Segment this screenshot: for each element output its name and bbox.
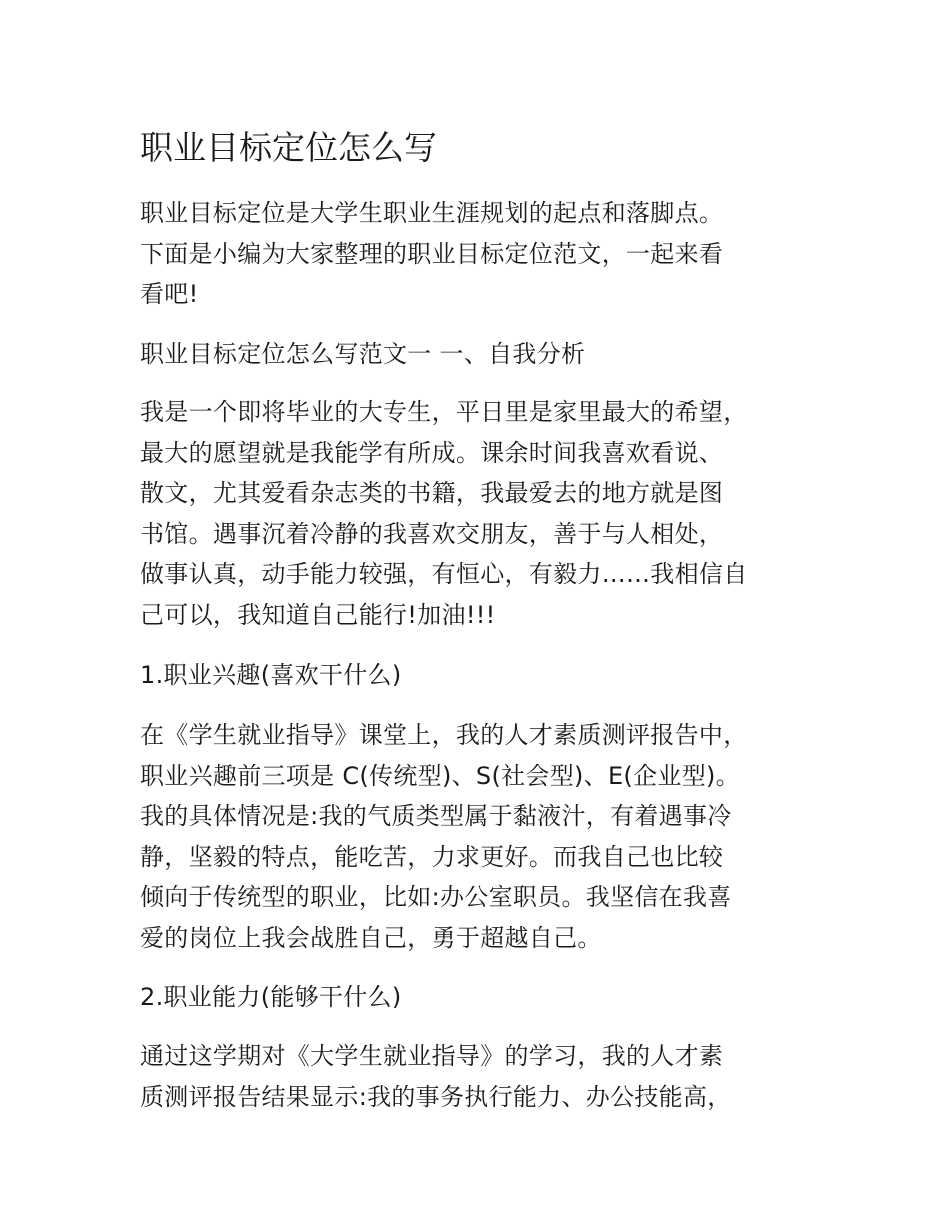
self-analysis-paragraph xyxy=(140,392,820,635)
self-analysis-line: 书馆。遇事沉着冷静的我喜欢交朋友，善于与人相处， xyxy=(140,519,724,548)
interest-paragraph xyxy=(140,715,820,958)
self-analysis-line: 散文，尤其爱看杂志类的书籍，我最爱去的地方就是图 xyxy=(140,479,724,507)
self-analysis-line: 最大的愿望就是我能学有所成。课余时间我喜欢看说、 xyxy=(140,438,724,467)
self-analysis-line: 做事认真，动手能力较强，有恒心，有毅力……我相信自 xyxy=(140,560,748,588)
interest-line: 我的具体情况是:我的气质类型属于黏液汁，有着遇事冷 xyxy=(140,802,732,830)
interest-line: 静，坚毅的特点，能吃苦，力求更好。而我自己也比较 xyxy=(140,842,724,871)
interest-line: 在《学生就业指导》课堂上，我的人才素质测评报告中， xyxy=(140,721,748,749)
ability-line: 通过这学期对《大学生就业指导》的学习，我的人才素 xyxy=(140,1042,724,1070)
ability-line: 质测评报告结果显示:我的事务执行能力、办公技能高， xyxy=(140,1082,732,1111)
intro-line: 看吧! xyxy=(140,280,199,308)
intro-paragraph xyxy=(140,193,820,315)
page-title: 职业目标定位怎么写 xyxy=(140,128,437,167)
intro-line: 职业目标定位是大学生职业生涯规划的起点和落脚点。 xyxy=(140,199,724,227)
ability-paragraph xyxy=(140,1036,820,1117)
interest-line: 倾向于传统型的职业，比如:办公室职员。我坚信在我喜 xyxy=(140,883,732,911)
intro-line: 下面是小编为大家整理的职业目标定位范文，一起来看 xyxy=(140,239,724,268)
interest-line: 职业兴趣前三项是 C(传统型)、S(社会型)、E(企业型)。 xyxy=(140,761,740,790)
section1-heading: 职业目标定位怎么写范文一 一、自我分析 xyxy=(140,340,586,368)
interest-heading: 1.职业兴趣(喜欢干什么) xyxy=(140,661,402,689)
interest-line: 爱的岗位上我会战胜自己，勇于超越自己。 xyxy=(140,923,602,952)
ability-heading: 2.职业能力(能够干什么) xyxy=(140,983,402,1011)
self-analysis-line: 我是一个即将毕业的大专生，平日里是家里最大的希望， xyxy=(140,398,748,426)
self-analysis-line: 己可以，我知道自己能行!加油!!! xyxy=(140,600,496,629)
